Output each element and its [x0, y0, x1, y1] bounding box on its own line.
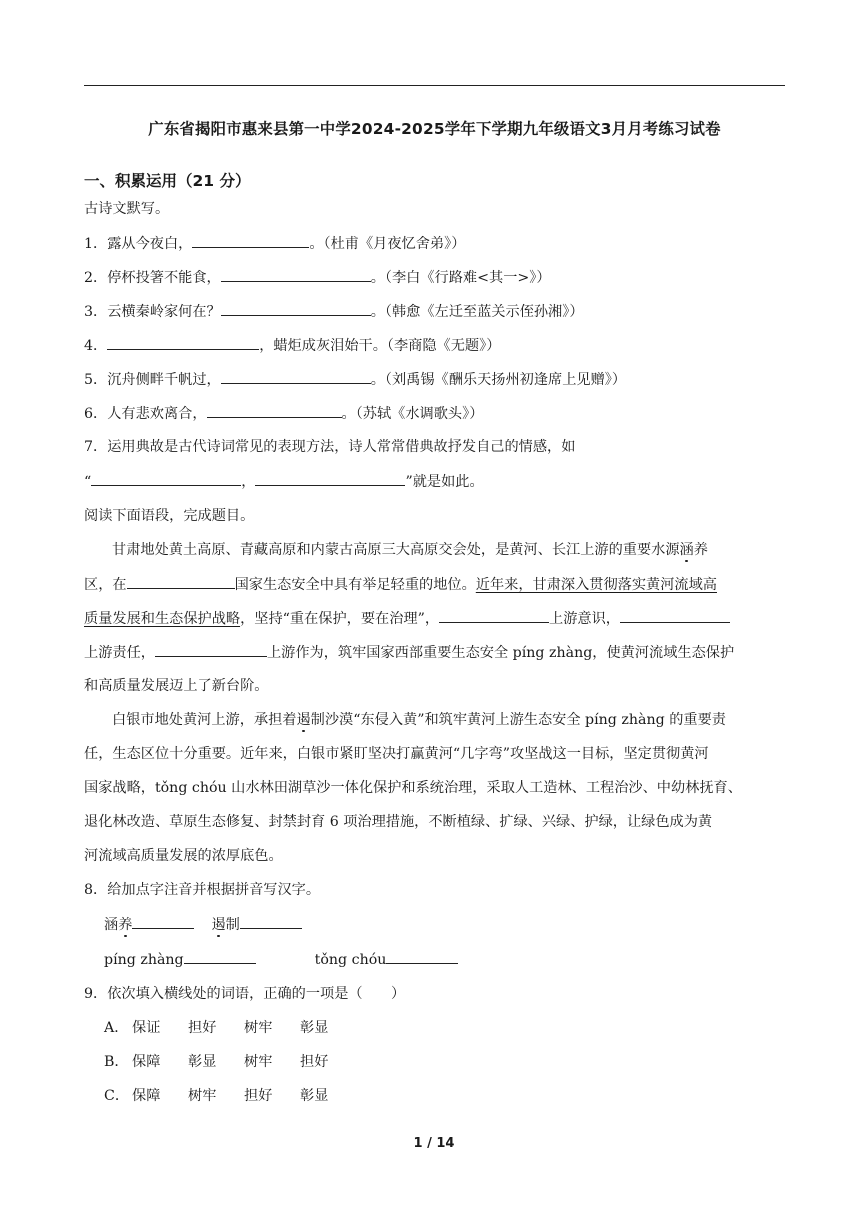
- q2-suffix: 。（李白《行路难<其一>》）: [370, 270, 551, 286]
- q3-prefix: 3．云横秦岭家何在？: [84, 304, 221, 320]
- q5-suffix: 。（刘禹锡《酬乐天扬州初逢席上见赠》）: [370, 372, 627, 388]
- p1-text: 上游责任，: [84, 645, 155, 661]
- pinyin-word: píng zhàng: [104, 952, 184, 968]
- answer-blank[interactable]: [255, 471, 405, 486]
- p2-text: 制沙漠“东侵入黄”和筑牢黄河上游生态安全 píng zhàng 的重要责: [310, 712, 726, 728]
- question-6: [84, 403, 483, 424]
- option-word: 树牢: [244, 1020, 273, 1036]
- question-7-blanks: [84, 471, 484, 492]
- answer-blank[interactable]: [132, 914, 194, 929]
- p2-line5: 河流域高质量发展的浓厚底色。: [84, 848, 283, 864]
- p1-line2: [84, 574, 717, 595]
- option-label: C．: [104, 1088, 130, 1104]
- question-5: [84, 369, 626, 390]
- q1-suffix: 。（杜甫《月夜忆舍弟》）: [309, 236, 466, 252]
- question-9-stem: 9．依次填入横线处的词语，正确的一项是（ ）: [84, 986, 406, 1002]
- p1-text: 养: [693, 542, 708, 558]
- answer-blank[interactable]: [184, 949, 256, 964]
- dotted-char: 遏: [211, 917, 226, 933]
- p1-text: 国家生态安全中具有举足轻重的地位。: [234, 577, 476, 593]
- q6-suffix: 。（苏轼《水调歌头》）: [341, 406, 484, 422]
- option-label: B．: [104, 1054, 129, 1070]
- p1-text: 上游作为，筑牢国家西部重要生态安全 píng zhàng，使黄河流域生态保护: [266, 645, 735, 661]
- q2-prefix: 2．停杯投箸不能食，: [84, 270, 221, 286]
- option-word: 彰显: [300, 1020, 329, 1036]
- p2-line2: 任，生态区位十分重要。近年来，白银市紧盯坚决打赢黄河“几字弯”攻坚战这一目标，坚定贯彻黄河: [84, 746, 709, 762]
- answer-blank[interactable]: [155, 642, 267, 657]
- question-8-row2: [104, 949, 458, 970]
- page-number: 1 / 14: [413, 1136, 455, 1151]
- answer-blank[interactable]: [240, 914, 302, 929]
- document-title: 广东省揭阳市惠来县第一中学2024-2025学年下学期九年级语文3月月考练习试卷: [148, 120, 721, 138]
- p2-line4: 退化林改造、草原生态修复、封禁封育 6 项治理措施，不断植绿、扩绿、兴绿、护绿，让绿色成为黄: [84, 814, 713, 830]
- p2-line3: 国家战略，tǒng chóu 山水林田湖草沙一体化保护和系统治理，采取人工造林、工程治沙、中幼林抚育、: [84, 780, 742, 796]
- option-word: 彰显: [300, 1088, 329, 1104]
- q6-prefix: 6．人有悲欢离合，: [84, 406, 207, 422]
- answer-blank[interactable]: [127, 574, 235, 589]
- open-quote: “: [84, 474, 92, 490]
- answer-blank[interactable]: [221, 267, 371, 282]
- option-word: 担好: [188, 1020, 217, 1036]
- question-8-row1: [104, 914, 302, 935]
- p1-text: 上游意识，: [549, 611, 620, 627]
- option-a[interactable]: [104, 1018, 356, 1038]
- p1-line3: [84, 608, 730, 629]
- word: 涵: [104, 917, 119, 933]
- option-word: 彰显: [188, 1054, 217, 1070]
- p1-text: 区，在: [84, 577, 127, 593]
- option-b[interactable]: [104, 1052, 356, 1072]
- option-word: 保障: [132, 1088, 161, 1104]
- answer-blank[interactable]: [91, 471, 241, 486]
- header-rule: [84, 85, 785, 86]
- answer-blank[interactable]: [439, 608, 549, 623]
- option-word: 保障: [132, 1054, 161, 1070]
- p2-line1: [112, 710, 726, 730]
- word: 制: [225, 917, 240, 933]
- dotted-char: 遏: [296, 712, 311, 728]
- option-word: 保证: [132, 1020, 161, 1036]
- close-text: ”就是如此。: [405, 474, 484, 490]
- dotted-char: 养: [118, 917, 133, 933]
- option-c[interactable]: [104, 1086, 356, 1106]
- question-2: [84, 267, 551, 288]
- p1-line5: 和高质量发展迈上了新台阶。: [84, 678, 269, 694]
- question-3: [84, 301, 584, 322]
- answer-blank[interactable]: [207, 403, 342, 418]
- answer-blank[interactable]: [221, 301, 371, 316]
- comma: ，: [241, 474, 256, 490]
- p1-line4: [84, 642, 734, 663]
- pinyin-word: tǒng chóu: [314, 952, 387, 968]
- question-4: [84, 335, 500, 356]
- q1-prefix: 1．露从今夜白，: [84, 236, 193, 252]
- q5-prefix: 5．沉舟侧畔千帆过，: [84, 372, 221, 388]
- answer-blank[interactable]: [192, 233, 309, 248]
- answer-blank[interactable]: [221, 369, 371, 384]
- option-label: A．: [104, 1020, 129, 1036]
- question-8-stem: 8．给加点字注音并根据拼音写汉字。: [84, 882, 321, 898]
- question-7-stem: 7．运用典故是古代诗词常见的表现方法，诗人常常借典故抒发自己的情感，如: [84, 439, 576, 455]
- q4-suffix: ，蜡炬成灰泪始干。（李商隐《无题》）: [259, 338, 501, 354]
- answer-blank[interactable]: [386, 949, 458, 964]
- p1-line1: [112, 540, 708, 560]
- dotted-char: 涵: [679, 542, 694, 558]
- answer-blank[interactable]: [620, 608, 730, 623]
- option-word: 树牢: [188, 1088, 217, 1104]
- underlined-sentence: 质量发展和生态保护战略: [84, 611, 241, 627]
- p1-text: 甘肃地处黄土高原、青藏高原和内蒙古高原三大高原交会处，是黄河、长江上游的重要水源: [112, 542, 680, 558]
- option-word: 担好: [244, 1088, 273, 1104]
- question-1: [84, 233, 465, 254]
- q4-prefix: 4．: [84, 338, 108, 354]
- option-word: 担好: [300, 1054, 329, 1070]
- underlined-sentence: 近年来，甘肃深入贯彻落实黄河流域高: [475, 577, 717, 593]
- p1-text: ，坚持“重在保护，要在治理”，: [240, 611, 440, 627]
- option-word: 树牢: [244, 1054, 273, 1070]
- intro-text: 古诗文默写。: [84, 201, 170, 217]
- reading-intro: 阅读下面语段，完成题目。: [84, 508, 255, 524]
- p2-text: 白银市地处黄河上游，承担着: [112, 712, 297, 728]
- answer-blank[interactable]: [107, 335, 259, 350]
- section-heading: 一、积累运用（21 分）: [84, 172, 251, 190]
- q3-suffix: 。（韩愈《左迁至蓝关示侄孙湘》）: [370, 304, 584, 320]
